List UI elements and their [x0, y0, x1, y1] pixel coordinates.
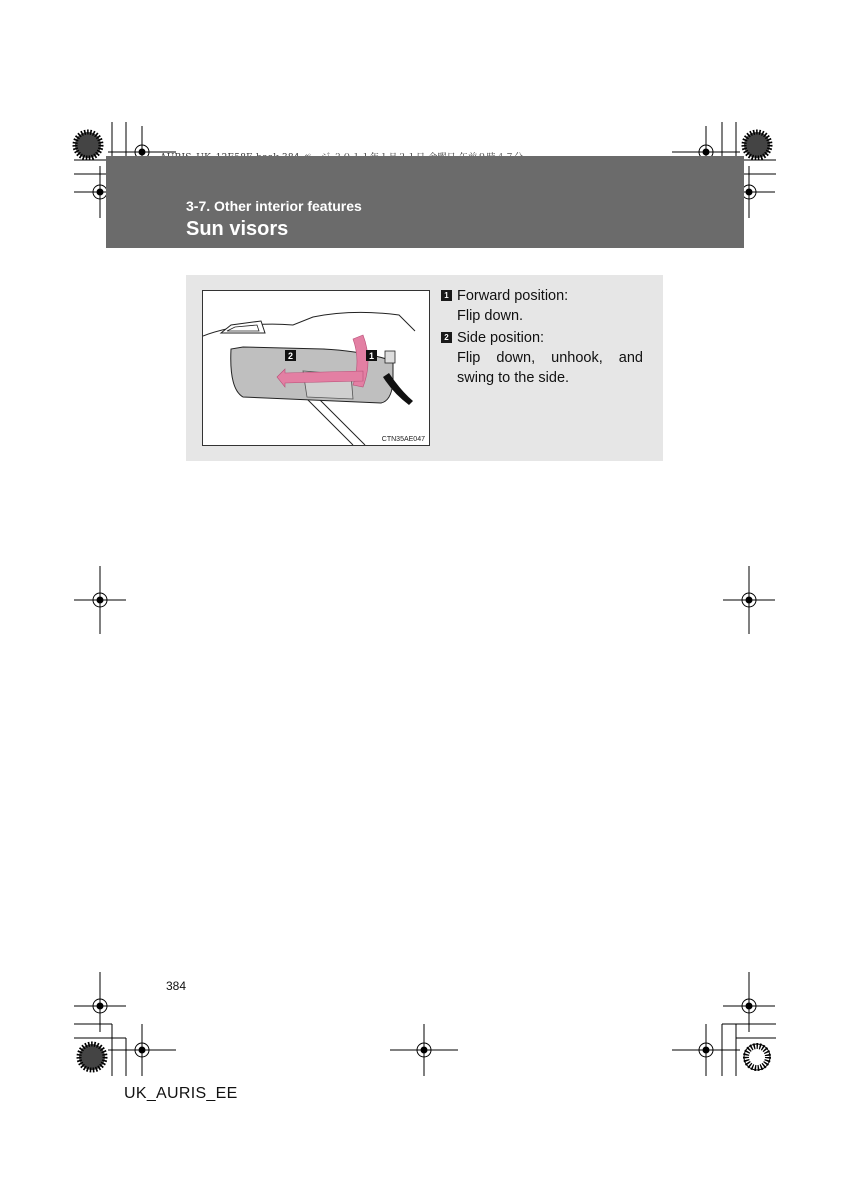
page-title: Sun visors: [186, 218, 289, 240]
sun-visor-figure: [202, 290, 430, 446]
sun-visor-illustration: [203, 291, 429, 445]
item-number-badge: 2: [441, 332, 452, 343]
page-number: 384: [166, 979, 187, 993]
item-description: Flip down, unhook, and swing to the side.: [457, 350, 643, 386]
section-label: 3-7. Other interior features: [186, 198, 362, 214]
figure-callout-1: 1: [368, 351, 375, 361]
figure-code: CTN35AE047: [381, 436, 425, 443]
list-item-forward: [441, 286, 643, 326]
item-title: Side position:: [457, 330, 545, 346]
item-title: Forward position:: [457, 288, 569, 304]
list-item-side: [441, 328, 643, 388]
item-number-badge: 1: [441, 290, 452, 301]
footer-document-id: UK_AURIS_EE: [124, 1085, 238, 1102]
visor-position-list: [441, 286, 643, 390]
item-description: Flip down.: [457, 308, 524, 324]
figure-callout-2: 2: [287, 351, 294, 361]
